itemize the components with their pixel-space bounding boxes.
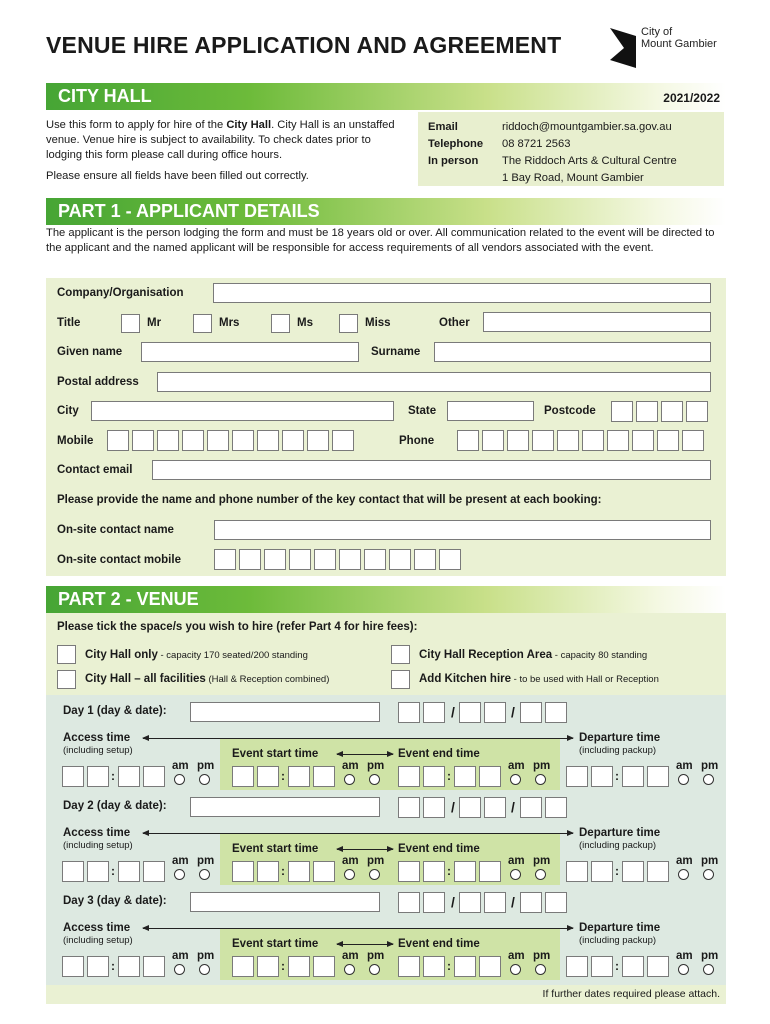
day1-departure-minutes[interactable] (622, 766, 669, 787)
day2-date-input[interactable] (190, 797, 380, 817)
logo-text: City of Mount Gambier (641, 26, 717, 50)
date-slash: / (511, 799, 515, 815)
day3-departure-am-radio[interactable] (678, 964, 689, 975)
venue-panel: Please tick the space/s you wish to hire (refer Part 4 for hire fees): City Hall only - capacity 170 seated/200 standing City Hall Reception Area - capacity 80 standing City Hall – all facilities (Hall & Reception combined) Add Kitchen hire - to be used with Hall or Reception (46, 613, 726, 695)
section-bar-part1: PART 1 - APPLICANT DETAILS (46, 198, 726, 225)
am-label: am (508, 760, 525, 772)
day1-start-pm-radio[interactable] (369, 774, 380, 785)
day2-end-hours[interactable] (398, 861, 445, 882)
day1-date-input[interactable] (190, 702, 380, 722)
access-time-label: Access time (63, 732, 131, 744)
departure-time-sub: (including packup) (579, 840, 657, 851)
time-colon: : (447, 769, 451, 783)
event-end-label: Event end time (398, 843, 480, 855)
day3-start-minutes[interactable] (288, 956, 335, 977)
date-slash: / (451, 894, 455, 910)
title-mr-checkbox[interactable] (121, 314, 140, 333)
day2-label: Day 2 (day & date): (63, 800, 167, 812)
access-time-label: Access time (63, 922, 131, 934)
event-arrow (337, 849, 393, 850)
day1-start-hours[interactable] (232, 766, 279, 787)
day2-mm-cells[interactable] (459, 797, 506, 818)
part1-description: The applicant is the person lodging the form and must be 18 years old or over. All communication related to the event will be directed to the applicant and the named applicant will be responsible for access requirements of all vendors associated with the event. (46, 227, 715, 254)
date-slash: / (451, 704, 455, 720)
event-end-label: Event end time (398, 748, 480, 760)
day3-access-pm-radio[interactable] (199, 964, 210, 975)
time-colon: : (281, 959, 285, 973)
day3-access-minutes[interactable] (118, 956, 165, 977)
day1-departure-am-radio[interactable] (678, 774, 689, 785)
day2-access-pm-radio[interactable] (199, 869, 210, 880)
title-miss-checkbox[interactable] (339, 314, 358, 333)
day1-departure-pm-radio[interactable] (703, 774, 714, 785)
phone-cells[interactable] (457, 430, 704, 451)
reception-area-checkbox[interactable] (391, 645, 410, 664)
access-time-sub: (including setup) (63, 840, 133, 851)
day1-end-am-radio[interactable] (510, 774, 521, 785)
access-time-sub: (including setup) (63, 935, 133, 946)
city-input[interactable] (91, 401, 394, 421)
pm-label: pm (533, 950, 551, 962)
am-label: am (172, 950, 189, 962)
pm-label: pm (367, 855, 385, 867)
event-start-label: Event start time (232, 843, 319, 855)
day1-access-am-radio[interactable] (174, 774, 185, 785)
departure-time-sub: (including packup) (579, 745, 657, 756)
section-bar-part2: PART 2 - VENUE (46, 586, 726, 613)
pm-label: pm (197, 855, 215, 867)
title-mrs-checkbox[interactable] (193, 314, 212, 333)
postal-address-input[interactable] (157, 372, 711, 392)
day2-access-hours[interactable] (62, 861, 109, 882)
time-colon: : (281, 769, 285, 783)
pm-label: pm (701, 760, 719, 772)
pm-label: pm (701, 855, 719, 867)
date-slash: / (451, 799, 455, 815)
pm-label: pm (533, 760, 551, 772)
time-colon: : (615, 769, 619, 783)
title-ms-checkbox[interactable] (271, 314, 290, 333)
day2-departure-minutes[interactable] (622, 861, 669, 882)
departure-time-sub: (including packup) (579, 935, 657, 946)
kitchen-hire-checkbox[interactable] (391, 670, 410, 689)
day1-start-am-radio[interactable] (344, 774, 355, 785)
day1-access-minutes[interactable] (118, 766, 165, 787)
pm-label: pm (533, 855, 551, 867)
day3-start-pm-radio[interactable] (369, 964, 380, 975)
day2-end-am-radio[interactable] (510, 869, 521, 880)
year-label: 2021/2022 (663, 91, 720, 105)
day1-label: Day 1 (day & date): (63, 705, 167, 717)
time-colon: : (111, 864, 115, 878)
time-colon: : (111, 769, 115, 783)
am-label: am (342, 950, 359, 962)
access-departure-arrow (143, 833, 573, 834)
day3-start-hours[interactable] (232, 956, 279, 977)
event-start-label: Event start time (232, 938, 319, 950)
day3-dd-cells[interactable] (398, 892, 445, 913)
event-arrow (337, 754, 393, 755)
day2-departure-pm-radio[interactable] (703, 869, 714, 880)
time-colon: : (615, 864, 619, 878)
time-colon: : (447, 864, 451, 878)
day3-mm-cells[interactable] (459, 892, 506, 913)
intro-text: Use this form to apply for hire of the City Hall. City Hall is an unstaffed venue. Venue hire is subject to availability. To check dates prior to lodging this form please call during office hours. Please ensure all fields have been filled out correctly. (46, 119, 395, 182)
time-colon: : (281, 864, 285, 878)
am-label: am (172, 760, 189, 772)
pm-label: pm (197, 950, 215, 962)
day1-end-pm-radio[interactable] (535, 774, 546, 785)
time-colon: : (111, 959, 115, 973)
day3-end-am-radio[interactable] (510, 964, 521, 975)
day3-date-input[interactable] (190, 892, 380, 912)
footer-bar (46, 985, 726, 1004)
day3-end-pm-radio[interactable] (535, 964, 546, 975)
departure-time-label: Departure time (579, 922, 661, 934)
city-logo-icon (608, 26, 638, 70)
date-slash: / (511, 894, 515, 910)
day1-access-hours[interactable] (62, 766, 109, 787)
am-label: am (508, 950, 525, 962)
day3-departure-minutes[interactable] (622, 956, 669, 977)
date-slash: / (511, 704, 515, 720)
access-departure-arrow (143, 738, 573, 739)
state-input[interactable] (447, 401, 534, 421)
section-bar-city-hall: CITY HALL (46, 83, 726, 110)
contact-box: Email riddoch@mountgambier.sa.gov.au Telephone 08 8721 2563 In person The Riddoch Arts & Cultural Centre 1 Bay Road, Mount Gambier (418, 112, 724, 186)
title-other-input[interactable] (483, 312, 711, 332)
event-end-label: Event end time (398, 938, 480, 950)
day1-start-minutes[interactable] (288, 766, 335, 787)
day3-access-hours[interactable] (62, 956, 109, 977)
access-time-sub: (including setup) (63, 745, 133, 756)
time-colon: : (447, 959, 451, 973)
company-input[interactable] (213, 283, 711, 303)
day1-end-hours[interactable] (398, 766, 445, 787)
day2-access-am-radio[interactable] (174, 869, 185, 880)
day2-start-pm-radio[interactable] (369, 869, 380, 880)
am-label: am (172, 855, 189, 867)
day2-start-minutes[interactable] (288, 861, 335, 882)
am-label: am (676, 950, 693, 962)
am-label: am (342, 855, 359, 867)
day3-start-am-radio[interactable] (344, 964, 355, 975)
pm-label: pm (367, 950, 385, 962)
day1-end-minutes[interactable] (454, 766, 501, 787)
day3-yy-cells[interactable] (520, 892, 567, 913)
day2-end-minutes[interactable] (454, 861, 501, 882)
am-label: am (676, 855, 693, 867)
am-label: am (508, 855, 525, 867)
day2-departure-hours[interactable] (566, 861, 613, 882)
day2-dd-cells[interactable] (398, 797, 445, 818)
day3-departure-pm-radio[interactable] (703, 964, 714, 975)
day2-departure-am-radio[interactable] (678, 869, 689, 880)
day3-end-minutes[interactable] (454, 956, 501, 977)
page-title: VENUE HIRE APPLICATION AND AGREEMENT (46, 32, 562, 58)
event-arrow (337, 944, 393, 945)
day3-end-hours[interactable] (398, 956, 445, 977)
contact-email-input[interactable] (152, 460, 711, 480)
day2-yy-cells[interactable] (520, 797, 567, 818)
access-time-label: Access time (63, 827, 131, 839)
am-label: am (676, 760, 693, 772)
day3-label: Day 3 (day & date): (63, 895, 167, 907)
mobile-cells[interactable] (107, 430, 354, 451)
day2-start-am-radio[interactable] (344, 869, 355, 880)
day3-access-am-radio[interactable] (174, 964, 185, 975)
event-start-label: Event start time (232, 748, 319, 760)
city-hall-only-checkbox[interactable] (57, 645, 76, 664)
day1-yy-cells[interactable] (520, 702, 567, 723)
applicant-panel: Company/Organisation Title Mr Mrs Ms Miss Other Given name Surname Postal address City State Postcode Mobile Phone Contact email Please provide the name and phone number of the key contact that will be present at each booking: On-site contact name On-site contact mobile (46, 278, 726, 576)
day1-access-pm-radio[interactable] (199, 774, 210, 785)
departure-time-label: Departure time (579, 732, 661, 744)
departure-time-label: Departure time (579, 827, 661, 839)
onsite-contact-name-input[interactable] (214, 520, 711, 540)
surname-input[interactable] (434, 342, 711, 362)
pm-label: pm (701, 950, 719, 962)
day3-departure-hours[interactable] (566, 956, 613, 977)
day1-mm-cells[interactable] (459, 702, 506, 723)
access-departure-arrow (143, 928, 573, 929)
day2-start-hours[interactable] (232, 861, 279, 882)
pm-label: pm (367, 760, 385, 772)
pm-label: pm (197, 760, 215, 772)
city-logo (608, 26, 728, 72)
am-label: am (342, 760, 359, 772)
onsite-mobile-cells[interactable] (214, 549, 461, 570)
all-facilities-checkbox[interactable] (57, 670, 76, 689)
day2-access-minutes[interactable] (118, 861, 165, 882)
given-name-input[interactable] (141, 342, 359, 362)
postcode-cells[interactable] (611, 401, 708, 422)
time-colon: : (615, 959, 619, 973)
day1-departure-hours[interactable] (566, 766, 613, 787)
footer-note: If further dates required please attach. (542, 988, 720, 1000)
day1-dd-cells[interactable] (398, 702, 445, 723)
day2-end-pm-radio[interactable] (535, 869, 546, 880)
